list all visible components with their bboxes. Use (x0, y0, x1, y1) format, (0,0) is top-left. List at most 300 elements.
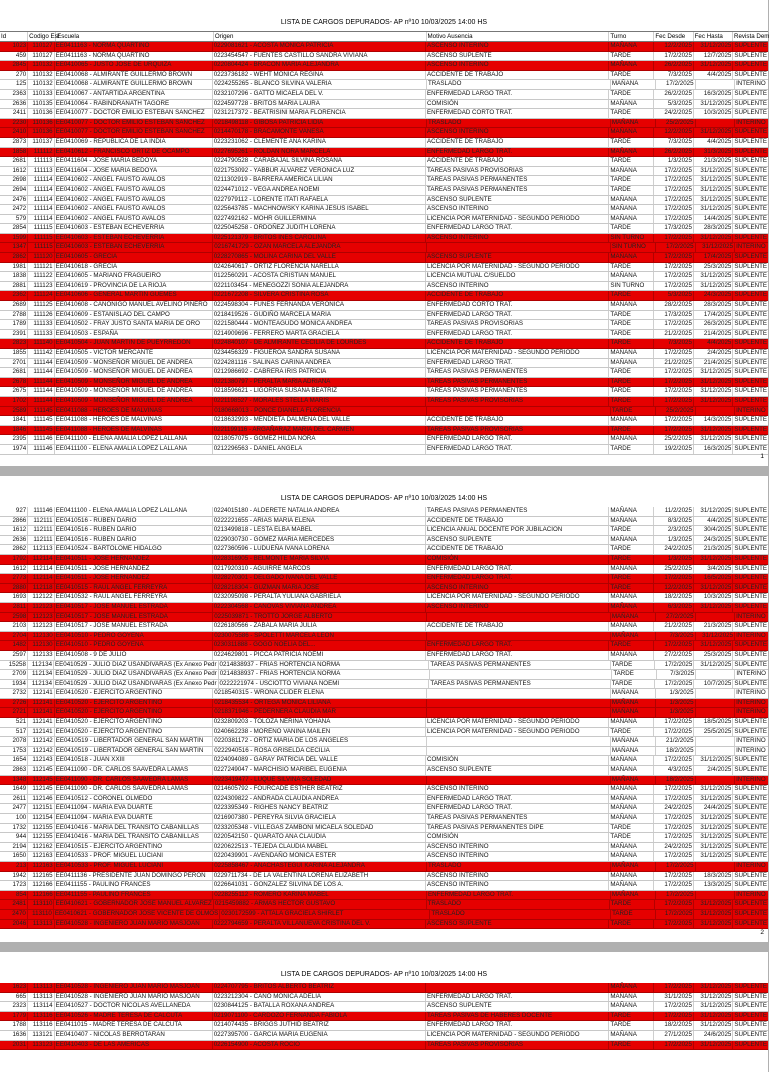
cell-turno: MAÑANA (609, 872, 654, 881)
cell-motivo-ausencia: ASCENSO INTERINO (426, 205, 609, 214)
cell-escuela: EE0410603 - ESTEBAN ECHEVERRIA (55, 224, 213, 233)
cell-turno: MAÑANA (609, 1031, 654, 1040)
cell-fecha-desde: 7/3/2025 (656, 632, 696, 641)
cell-revista: INTERINO (736, 670, 766, 678)
cell-fecha-desde: 17/2/2025 (655, 900, 694, 909)
cell-escuela: EE0411163 - NORMA QUARTINO (55, 52, 213, 61)
cell-codigo-est: 111114 (28, 176, 54, 185)
cell-revista: SUPLENTE (734, 262, 768, 270)
cell-fecha-hasta (696, 119, 736, 128)
cell-revista: SUPLENTE (734, 718, 768, 726)
cell-origen: 0224707795 - BRITOS ALBERTO BEATRIZ (213, 983, 426, 992)
cell-revista: SUPLENTE (734, 368, 768, 376)
cell-origen: 0227492162 - MOHR GUILLERMINA (213, 215, 426, 224)
cell-revista: SUPLENTE (734, 89, 768, 97)
cell-origen: 0225045258 - ORDOÑEZ JUDITH LORENA (213, 224, 426, 233)
table-row (0, 833, 768, 843)
cell-codigo-est: 112163 (28, 852, 54, 861)
cell-fecha-hasta: 31/12/2025 (694, 641, 733, 650)
cell-fecha-desde: 26/2/2025 (654, 148, 693, 157)
cell-revista: SUPLENTE (734, 564, 768, 572)
cell-fecha-hasta: 31/12/2025 (694, 1021, 733, 1030)
cell-fecha-desde: 17/2/2025 (655, 680, 694, 689)
cell-id: 2230 (0, 119, 28, 128)
cell-revista: SUPLENTE (734, 396, 768, 404)
table-row (0, 795, 768, 805)
cell-escuela: EE0411100 - ELENA AMALIA LOPEZ LALLANA (55, 507, 213, 516)
cell-origen: 0218419526 - GUDIÑO MARCELA MARIA (213, 311, 426, 320)
cell-origen: 0223419477 - LUQUE SILVINA SOLEDAD (213, 776, 427, 785)
cell-turno: TARDE (609, 833, 654, 842)
cell-motivo-ausencia: TAREAS PASIVAS PROVISORIAS (426, 320, 609, 329)
cell-codigo-est: 112133 (28, 651, 54, 660)
cell-revista: SUPLENTE (734, 727, 768, 735)
cell-origen: 0221753092 - YABBUR ALVAREZ VERONICA LUZ (213, 167, 426, 176)
cell-motivo-ausencia (427, 737, 611, 746)
table-row-highlighted (0, 407, 768, 417)
cell-fecha-desde: 1/3/2025 (656, 699, 696, 708)
cell-codigo-est: 112114 (28, 574, 54, 583)
cell-id: 2698 (0, 176, 28, 185)
cell-origen: 0214838937 - FRIAS HORTENCIA NORMA (219, 670, 431, 679)
cell-escuela: EE0410069 - REPUBLICA DE LA INDIA (55, 138, 213, 147)
cell-id: 2866 (0, 517, 28, 526)
table-row-highlighted (0, 1012, 768, 1022)
cell-id: 517 (0, 728, 28, 737)
cell-fecha-desde: 26/2/2025 (654, 90, 693, 99)
cell-escuela: EE0410416 - MARIA DEL TRANSITO CABANILLAS (55, 824, 213, 833)
cell-codigo-est: 112130 (28, 641, 54, 650)
cell-turno: MAÑANA (609, 517, 654, 526)
table-row (0, 737, 768, 747)
cell-revista: SUPLENTE (734, 526, 768, 534)
cell-revista: SUPLENTE (734, 272, 768, 280)
table-row (0, 872, 768, 882)
cell-fecha-hasta: 14/3/2025 (694, 416, 733, 425)
cell-escuela: EE0410077 - DOCTOR EMILIO ESTEBAN SANCHEZ (55, 128, 213, 137)
cell-codigo-est: 110132 (28, 61, 54, 70)
cell-origen: 0221103454 - MENEGOZZI SONIA ALEJANDRA (213, 282, 426, 291)
cell-fecha-hasta (696, 689, 736, 698)
cell-fecha-desde: 19/2/2025 (654, 445, 693, 454)
cell-revista: SUPLENTE (734, 176, 768, 184)
cell-fecha-hasta: 31/12/2025 (694, 426, 733, 435)
cell-revista: SUPLENTE (734, 900, 767, 908)
cell-turno: TARDE (609, 311, 654, 320)
cell-revista: SUPLENTE (734, 574, 768, 582)
cell-fecha-hasta: 31/12/2025 (694, 785, 733, 794)
table-row (0, 282, 768, 292)
cell-escuela: EE0410504 - JUAN MARTIN DE PUEYRREDON (55, 339, 213, 348)
cell-id: 2681 (0, 157, 28, 166)
cell-codigo-est: 113121 (28, 1031, 54, 1040)
cell-fecha-desde: 11/2/2025 (654, 507, 693, 516)
cell-id: 2862 (0, 545, 28, 554)
cell-fecha-desde: 21/2/2025 (654, 330, 693, 339)
cell-id: 1846 (0, 426, 28, 435)
cell-escuela: EE0410509 - MONSEÑOR MIGUEL DE ANDREA (55, 387, 213, 396)
cell-escuela: EE0410529 - JULIO DIAZ USANDIVARAS (Ex Anexo Pedr (55, 660, 217, 668)
cell-fecha-desde: 25/2/2025 (654, 565, 693, 574)
cell-origen: 0232095098 - PERALTA YULIANA GABRIELA (213, 593, 426, 602)
cell-codigo-est: 113110 (28, 900, 54, 909)
cell-escuela: EE0411163 - NORMA QUARTINO (55, 42, 213, 51)
cell-fecha-desde: 17/2/2025 (654, 574, 693, 583)
cell-codigo-est: 110135 (28, 100, 54, 109)
cell-motivo-ausencia: ASCENSO INTERINO (426, 872, 609, 881)
cell-motivo-ausencia: LICENCIA POR MATERNIDAD - SEGUNDO PERIODO (426, 718, 609, 727)
cell-revista: SUPLENTE (734, 992, 768, 1000)
table-row-highlighted (0, 119, 768, 129)
cell-id: 927 (0, 507, 28, 516)
cell-revista: SUPLENTE (734, 641, 768, 649)
cell-revista: SUPLENTE (734, 1002, 768, 1010)
cell-motivo-ausencia: LICENCIA POR MATERNIDAD - SEGUNDO PERIODO (426, 1031, 609, 1040)
cell-id: 1732 (0, 824, 28, 833)
cell-id: 1023 (0, 42, 28, 51)
cell-fecha-hasta: 31/12/2025 (694, 282, 733, 291)
cell-turno: MAÑANA (609, 766, 654, 775)
cell-escuela: EE0411155 - PAULINO FRANCES (55, 891, 214, 900)
cell-fecha-desde: 5/3/2025 (654, 100, 693, 109)
cell-fecha-hasta: 31/12/2025 (694, 661, 733, 670)
cell-revista: SUPLENTE (734, 387, 768, 395)
cell-fecha-desde: 12/2/2025 (654, 584, 693, 593)
cell-origen: 0180668013 - PONCE DIANELA FLORENCIA (213, 407, 427, 416)
column-header-origen: Origen (214, 32, 427, 41)
table-row (0, 52, 768, 62)
cell-origen: 0228218304 - GUZMAN MARIA JOSE (213, 584, 426, 593)
cell-escuela: EE0410516 - RUBEN DARIO (55, 517, 213, 526)
table-row (0, 651, 768, 661)
cell-escuela: EE0410532 - RAUL ANGEL FERREYRA (55, 593, 213, 602)
cell-motivo-ausencia: TAREAS PASIVAS PROVISORIAS (426, 1041, 609, 1050)
cell-fecha-hasta: 31/12/2025 (694, 272, 733, 281)
cell-id: 2477 (0, 804, 28, 813)
cell-id: 1612 (0, 167, 28, 176)
cell-motivo-ausencia: ASCENSO INTERINO (426, 843, 609, 852)
cell-fecha-desde: 17/2/2025 (654, 756, 693, 765)
cell-motivo-ausencia: TAREAS PASIVAS PROVISORIAS (426, 397, 609, 406)
cell-fecha-desde: 17/2/2025 (654, 272, 693, 281)
cell-fecha-desde: 31/1/2025 (654, 993, 693, 1002)
table-row (0, 993, 768, 1003)
cell-codigo-est: 111142 (28, 349, 54, 358)
cell-revista: SUPLENTE (734, 444, 768, 452)
cell-escuela: EE0411094 - MARIA EVA DUARTE (55, 804, 213, 813)
document-page (0, 952, 768, 1072)
cell-fecha-desde: 7/3/2025 (654, 138, 693, 147)
table-row-highlighted (0, 613, 768, 623)
cell-origen: 0214838937 - FRIAS HORTENCIA NORMA (219, 661, 430, 670)
cell-origen: 0216741729 - OZAN MARCELA ALEJANDRA (213, 243, 427, 252)
cell-turno: TARDE (609, 339, 654, 348)
cell-turno: MAÑANA (609, 843, 654, 852)
cell-turno: TARDE (609, 71, 654, 80)
cell-fecha-desde: 17/2/2025 (654, 641, 693, 650)
cell-fecha-hasta: 26/3/2025 (694, 320, 733, 329)
cell-motivo-ausencia: ENFERMEDAD LARGO TRAT. (426, 224, 609, 233)
table-row (0, 205, 768, 215)
cell-fecha-hasta (696, 747, 736, 756)
cell-id: 1942 (0, 872, 28, 881)
cell-origen: 0224840107 - DE ALMIRANTE CECILIA DE LOURDES (213, 339, 426, 348)
cell-turno: TARDE (609, 263, 654, 272)
cell-codigo-est: 113113 (28, 920, 54, 929)
cell-fecha-desde: 24/2/2025 (654, 109, 693, 118)
cell-origen: 0218057075 - GOMEZ HILDA NORA (213, 435, 426, 444)
cell-id: 2675 (0, 387, 28, 396)
column-header-id: Id (0, 32, 28, 41)
cell-motivo-ausencia (426, 983, 609, 992)
cell-revista: SUPLENTE (734, 1030, 768, 1038)
cell-origen: 0214470178 - BRACAMONTE VANESA (213, 128, 426, 137)
table-row-highlighted (0, 148, 768, 158)
cell-revista: SUPLENTE (734, 919, 768, 927)
cell-id: 2598 (0, 613, 28, 622)
table-row (0, 196, 768, 206)
table-row-highlighted (0, 397, 768, 407)
cell-revista: SUPLENTE (734, 593, 768, 601)
cell-revista: SUPLENTE (734, 42, 768, 49)
cell-id: 1792 (0, 555, 28, 564)
cell-fecha-hasta: 31/12/2025 (694, 555, 733, 564)
cell-motivo-ausencia: COMISIÓN (426, 100, 609, 109)
cell-escuela: EE0411155 - PAULINO FRANCES (55, 881, 213, 890)
cell-escuela: EE0410520 - EJERCITO ARGENTINO (55, 689, 214, 698)
cell-revista: INTERINO (736, 631, 766, 639)
cell-codigo-est: 112118 (28, 584, 54, 593)
table-row (0, 311, 768, 321)
cell-escuela: EE0410605 - MARIANO FRAGUEIRO (55, 272, 213, 281)
cell-origen: 0224255265 - BLANCO SILVINA VALERIA (213, 80, 427, 89)
cell-fecha-hasta: 16/3/2025 (694, 445, 733, 454)
cell-motivo-ausencia: ASCENSO SUPLENTE (426, 536, 609, 545)
cell-fecha-desde: 17/2/2025 (654, 387, 693, 396)
cell-origen: 0218371946 - PEDERNERA CLAUDIA MAR (213, 708, 427, 717)
cell-escuela: EE0411088 - HEROES DE MALVINAS (55, 426, 213, 435)
cell-turno: TARDE (611, 680, 656, 689)
table-row (0, 1021, 768, 1031)
cell-fecha-desde: 17/2/2025 (654, 320, 693, 329)
cell-fecha-hasta (696, 708, 736, 717)
cell-fecha-hasta: 28/3/2025 (694, 224, 733, 233)
cell-origen: 0221672208 - SILVERA CRISTINA ROSA (213, 291, 426, 300)
cell-fecha-desde: 17/2/2025 (654, 378, 693, 387)
cell-motivo-ausencia: TAREAS PASIVAS PROVISORIAS (426, 167, 609, 176)
cell-fecha-hasta: 2/4/2025 (694, 766, 733, 775)
table-row-highlighted (0, 584, 768, 594)
cell-escuela: EE0410520 - EJERCITO ARGENTINO (55, 728, 213, 737)
cell-fecha-hasta: 31/12/2025 (696, 243, 736, 252)
cell-fecha-hasta (696, 699, 736, 708)
cell-motivo-ausencia: COMISIÓN (426, 555, 609, 564)
cell-fecha-hasta: 31/12/2025 (694, 397, 733, 406)
cell-fecha-desde: 1/3/2025 (656, 689, 696, 698)
cell-motivo-ausencia: ENFERMEDAD LARGO TRAT. (426, 804, 609, 813)
cell-fecha-hasta: 24/4/2025 (694, 804, 733, 813)
table-row (0, 109, 768, 119)
cell-revista: SUPLENTE (734, 1040, 768, 1048)
cell-escuela: EE0410603 - ESTEBAN ECHEVERRIA (55, 234, 213, 243)
cell-escuela: EE0411090 - DR. CARLOS SAAVEDRA LAMAS (55, 785, 213, 794)
cell-origen: 0229711734 - DE LA VALENTINA LORENA ELIZABETH (213, 872, 426, 881)
cell-codigo-est: 112113 (28, 545, 54, 554)
column-header-revista: Revista Dem (734, 33, 769, 40)
cell-fecha-desde: 5/3/2025 (654, 291, 693, 300)
cell-fecha-desde: 17/2/2025 (654, 426, 693, 435)
cell-fecha-hasta: 31/12/2025 (694, 167, 733, 176)
cell-id: 1779 (0, 1012, 28, 1021)
cell-motivo-ausencia: LICENCIA POR MATERNIDAD - SEGUNDO PERIODO (426, 263, 609, 272)
cell-fecha-desde: 27/2/2025 (654, 651, 693, 660)
cell-revista: SUPLENTE (734, 99, 768, 107)
cell-fecha-hasta: 25/3/2025 (694, 651, 733, 660)
cell-codigo-est: 112111 (28, 536, 54, 545)
cell-fecha-desde: 17/2/2025 (654, 852, 693, 861)
cell-escuela: EE0410403 - DE LAS AMERICAS (55, 1041, 213, 1050)
cell-revista: SUPLENTE (734, 756, 768, 764)
cell-fecha-desde: 17/2/2025 (654, 814, 693, 823)
cell-origen: 0212986692 - CABRERA IRIS PATRICIA (213, 368, 426, 377)
cell-origen: 0225039871 - TROTTO JORGE ALBERTO (213, 613, 427, 622)
cell-turno: TARDE (609, 387, 654, 396)
cell-origen: 0219071100 - CARDOZO FERNANDA FABIOLA (213, 1012, 426, 1021)
cell-motivo-ausencia: ACCIDENTE DE TRABAJO (426, 339, 609, 348)
table-row-highlighted (0, 1041, 768, 1051)
cell-origen: 0214605792 - FOURCADE ESTHER BEATRIZ (213, 785, 426, 794)
cell-id: 2362 (0, 291, 28, 300)
cell-escuela: EE0410505 - VICTOR MERCANTE (55, 349, 213, 358)
cell-origen: 0230075586 - SPOLETTI MARCELA LEON (213, 632, 427, 641)
cell-codigo-est: 113123 (28, 1041, 54, 1050)
cell-motivo-ausencia: TAREAS PASIVAS PERMANENTES DIPE (426, 824, 609, 833)
cell-id: 2046 (0, 920, 28, 929)
cell-revista: SUPLENTE (734, 435, 768, 443)
cell-turno: TARDE (609, 138, 654, 147)
cell-id: 2323 (0, 1002, 28, 1011)
cell-motivo-ausencia: ASCENSO INTERINO (426, 785, 609, 794)
cell-turno: TARDE (609, 90, 654, 99)
table-row (0, 804, 768, 814)
cell-id: 665 (0, 993, 28, 1002)
cell-motivo-ausencia (427, 243, 611, 252)
cell-turno: MAÑANA (609, 196, 654, 205)
cell-codigo-est: 111146 (28, 507, 54, 516)
cell-fecha-desde: 21/2/2025 (656, 737, 696, 746)
cell-id: 1934 (0, 680, 28, 689)
cell-turno: MAÑANA (609, 167, 654, 176)
cell-revista: SUPLENTE (734, 785, 768, 793)
cell-id: 15258 (0, 661, 28, 670)
cell-origen: 0222221974 - USCIOTTO VIVIANA NOEMI (219, 680, 430, 689)
cell-origen: 0220439901 - AVENDAÑO MONICA ESTER (213, 852, 426, 861)
table-row (0, 545, 768, 555)
table-row (0, 1031, 768, 1041)
cell-codigo-est: 111113 (28, 157, 54, 166)
cell-fecha-desde: 17/2/2025 (654, 215, 693, 224)
cell-fecha-hasta: 31/12/2025 (694, 795, 733, 804)
cell-motivo-ausencia: TRASLADO (427, 862, 611, 871)
cell-origen: 0224471012 - VEGA ANDREA NOEMI (213, 186, 426, 195)
cell-motivo-ausencia: ASCENSO INTERINO (426, 128, 609, 137)
cell-codigo-est: 112166 (28, 881, 54, 890)
cell-escuela: EE0410612 - FRANCISCO ORTIZ DE OCAMPO (55, 148, 213, 157)
cell-escuela: EE0410602 - ANGEL FAUSTO AVALOS (55, 205, 213, 214)
cell-motivo-ausencia: ASCENSO INTERINO (426, 234, 609, 243)
cell-escuela: EE0410510 - PEDRO GOYENA (55, 641, 213, 650)
cell-origen: 0224015180 - ALDERETE NATALIA ANDREA (213, 507, 426, 516)
cell-turno: TARDE (609, 368, 654, 377)
cell-fecha-hasta: 31/12/2025 (694, 824, 733, 833)
cell-motivo-ausencia: ASCENSO INTERINO (426, 42, 609, 51)
cell-fecha-desde: 7/3/2025 (654, 71, 693, 80)
cell-origen: 0221580444 - MONTEAGUDO MONICA ANDREA (213, 320, 426, 329)
cell-codigo-est: 111115 (28, 234, 54, 243)
table-row (0, 843, 768, 853)
cell-revista: INTERINO (736, 118, 766, 126)
cell-turno: TARDE (609, 186, 654, 195)
cell-id: 2721 (0, 708, 28, 717)
table-row (0, 263, 768, 273)
cell-origen: 0224094089 - GARAY PATRICIA DEL VALLE (213, 756, 426, 765)
cell-id: 2704 (0, 632, 28, 641)
cell-fecha-desde: 17/2/2025 (654, 728, 693, 737)
cell-id: 1753 (0, 747, 28, 756)
cell-revista: SUPLENTE (734, 650, 768, 658)
cell-origen: 0218540315 - WRONA CLIDER ELENA (213, 689, 427, 698)
table-row-highlighted (0, 42, 768, 52)
cell-turno: MAÑANA (609, 603, 654, 612)
cell-codigo-est: 110136 (28, 128, 54, 137)
cell-fecha-hasta: 30/4/2025 (694, 526, 733, 535)
cell-motivo-ausencia: TRASLADO (427, 119, 611, 128)
cell-revista: SUPLENTE (734, 814, 768, 821)
cell-id: 2881 (0, 282, 28, 291)
cell-fecha-desde: 25/2/2025 (656, 119, 696, 128)
cell-fecha-hasta: 24/3/2025 (694, 536, 733, 545)
cell-codigo-est: 111144 (28, 368, 54, 377)
table-row (0, 680, 768, 690)
table-row (0, 785, 768, 795)
cell-fecha-desde: 17/2/2025 (654, 824, 693, 833)
cell-fecha-desde: 17/2/2025 (656, 910, 695, 919)
cell-origen: 0232107296 - GATTO MICAELA DEL V. (213, 90, 426, 99)
cell-motivo-ausencia: ASCENSO SUPLENTE (426, 196, 609, 205)
cell-fecha-desde: 17/2/2025 (656, 891, 696, 900)
cell-escuela: EE0410515 - EJERCITO ARGENTINO (55, 843, 213, 852)
cell-motivo-ausencia: TAREAS PASIVAS PERMANENTES (426, 368, 609, 377)
cell-motivo-ausencia: ENFERMEDAD LARGO TRAT. (426, 445, 609, 454)
cell-escuela: EE0410533 - PROF. MIGUEL LUCIANI (55, 862, 214, 871)
cell-origen: 0231217372 - BEATRISINI MARIA FLORENCIA (213, 109, 426, 118)
cell-revista: INTERINO (736, 689, 766, 697)
cell-codigo-est: 112143 (28, 756, 54, 765)
cell-escuela: EE0411100 - ELENA AMALIA LOPEZ LALLANA (55, 435, 213, 444)
cell-revista: SUPLENTE (734, 224, 768, 232)
cell-origen: 0224281116 - SALINAS CARINA ANDREA (213, 359, 426, 368)
cell-motivo-ausencia: ACCIDENTE DE TRABAJO (426, 517, 609, 526)
cell-origen: 0224597728 - BRITOS MARIA LAURA (213, 100, 426, 109)
table-row-highlighted (0, 61, 768, 71)
cell-escuela: EE0410519 - LIBERTADOR GENERAL SAN MARTIN (55, 747, 214, 756)
cell-turno: TARDE (609, 1021, 654, 1030)
cell-fecha-hasta: 12/7/2025 (694, 52, 733, 61)
table-row-highlighted (0, 603, 768, 613)
column-header-turno: Turno (609, 32, 654, 41)
cell-revista: SUPLENTE (734, 794, 768, 802)
cell-motivo-ausencia: TAREAS PASIVAS PERMANENTES (426, 176, 609, 185)
